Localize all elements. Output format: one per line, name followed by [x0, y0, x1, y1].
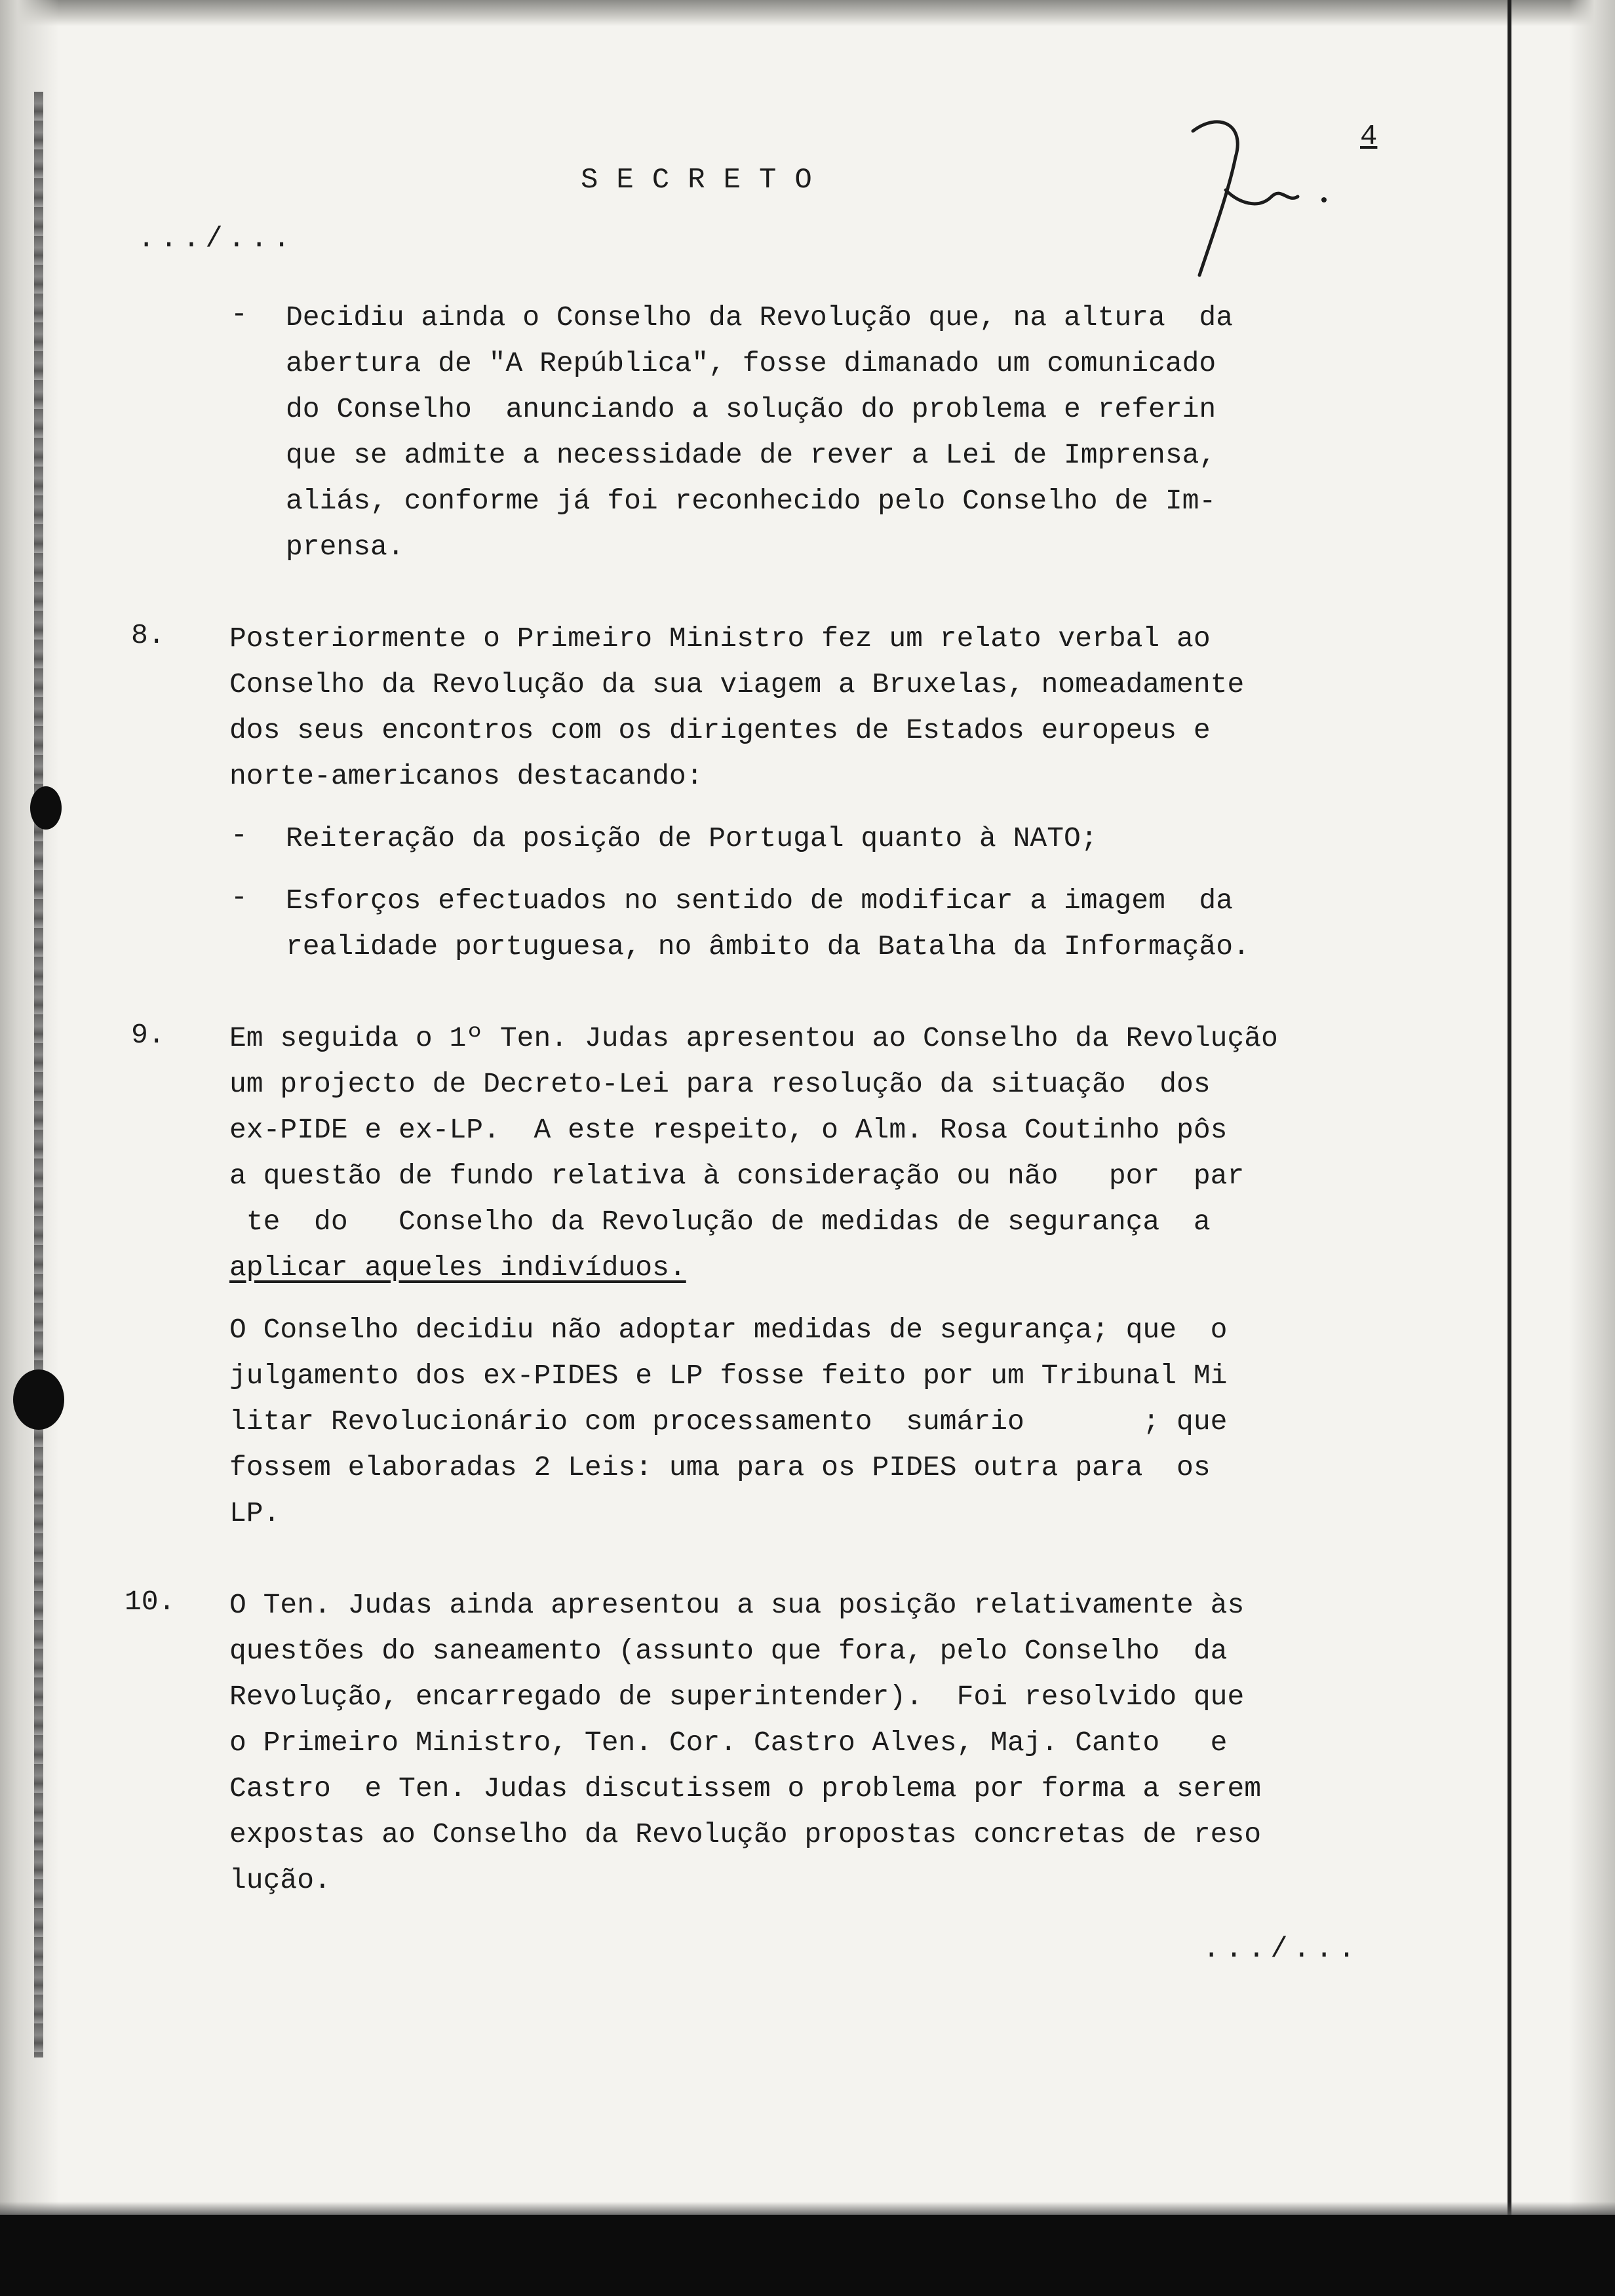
paragraph-line: prensa.: [286, 531, 404, 563]
item-number-10: 10.: [125, 1586, 176, 1618]
bullet-dash: -: [231, 298, 248, 330]
paragraph-line: do Conselho anunciando a solução do problema e referin: [286, 393, 1216, 425]
paragraph-line: norte-americanos destacando:: [229, 760, 703, 792]
paragraph-line: Conselho da Revolução da sua viagem a Bruxelas, nomeadamente: [229, 668, 1245, 700]
paragraph-line: aplicar aqueles indivíduos.: [229, 1252, 686, 1284]
paragraph-line: litar Revolucionário com processamento sumário ; que: [229, 1406, 1228, 1438]
bullet-dash: -: [231, 819, 248, 851]
paragraph-line: te do Conselho da Revolução de medidas de segurança a: [229, 1206, 1211, 1238]
paragraph-line: realidade portuguesa, no âmbito da Batalha da Informação.: [286, 930, 1250, 963]
scan-left-edge: [0, 0, 59, 2296]
paragraph-line: ex-PIDE e ex-LP. A este respeito, o Alm. Rosa Coutinho pôs: [229, 1114, 1228, 1146]
scan-bottom-band: [0, 2215, 1615, 2296]
bullet-dash: -: [231, 881, 248, 913]
paragraph-line: dos seus encontros com os dirigentes de Estados europeus e: [229, 714, 1211, 746]
item-number-8: 8.: [131, 619, 165, 651]
paragraph-line: Posteriormente o Primeiro Ministro fez um relato verbal ao: [229, 622, 1211, 655]
paragraph-line: um projecto de Decreto-Lei para resolução da situação dos: [229, 1068, 1211, 1100]
paragraph-line: que se admite a necessidade de rever a Lei de Imprensa,: [286, 439, 1216, 471]
item-number-9: 9.: [131, 1019, 165, 1051]
punch-hole-bottom: [13, 1369, 64, 1430]
paragraph-line: a questão de fundo relativa à consideração ou não por par: [229, 1160, 1245, 1192]
page-number: 4: [1360, 121, 1378, 153]
paragraph-line: Reiteração da posição de Portugal quanto à NATO;: [286, 822, 1098, 854]
paragraph-line: Castro e Ten. Judas discutissem o problema por forma a serem: [229, 1772, 1262, 1805]
scan-right-edge: [1569, 0, 1615, 2296]
signature-initials: [1173, 105, 1344, 301]
paragraph-line: lução.: [229, 1864, 331, 1896]
scan-right-border-line: [1508, 0, 1511, 2221]
continuation-marker-top: .../...: [138, 223, 296, 256]
continuation-marker-bottom: .../...: [1203, 1933, 1361, 1966]
paragraph-line: O Ten. Judas ainda apresentou a sua posição relativamente às: [229, 1589, 1245, 1621]
paragraph-line: julgamento dos ex-PIDES e LP fosse feito por um Tribunal Mi: [229, 1360, 1228, 1392]
scan-top-edge: [0, 0, 1615, 26]
paragraph-line: expostas ao Conselho da Revolução propostas concretas de reso: [229, 1818, 1262, 1850]
classification-title: SECRETO: [581, 164, 830, 197]
paragraph-line: o Primeiro Ministro, Ten. Cor. Castro Alves, Maj. Canto e: [229, 1727, 1228, 1759]
paragraph-line: fossem elaboradas 2 Leis: uma para os PIDES outra para os: [229, 1451, 1211, 1483]
paragraph-line: Decidiu ainda o Conselho da Revolução que, na altura da: [286, 301, 1234, 334]
paragraph-line: abertura de "A República", fosse dimanado um comunicado: [286, 347, 1216, 379]
paragraph-line: Revolução, encarregado de superintender). Foi resolvido que: [229, 1681, 1245, 1713]
paragraph-line: aliás, conforme já foi reconhecido pelo Conselho de Im-: [286, 485, 1216, 517]
paragraph-line: LP.: [229, 1497, 281, 1529]
punch-hole-top: [30, 786, 62, 830]
scan-left-binding: [34, 92, 43, 2057]
paragraph-line: Em seguida o 1º Ten. Judas apresentou ao Conselho da Revolução: [229, 1022, 1278, 1054]
paragraph-line: questões do saneamento (assunto que fora, pelo Conselho da: [229, 1635, 1228, 1667]
paragraph-line: O Conselho decidiu não adoptar medidas de segurança; que o: [229, 1314, 1228, 1346]
paragraph-line: Esforços efectuados no sentido de modificar a imagem da: [286, 885, 1234, 917]
